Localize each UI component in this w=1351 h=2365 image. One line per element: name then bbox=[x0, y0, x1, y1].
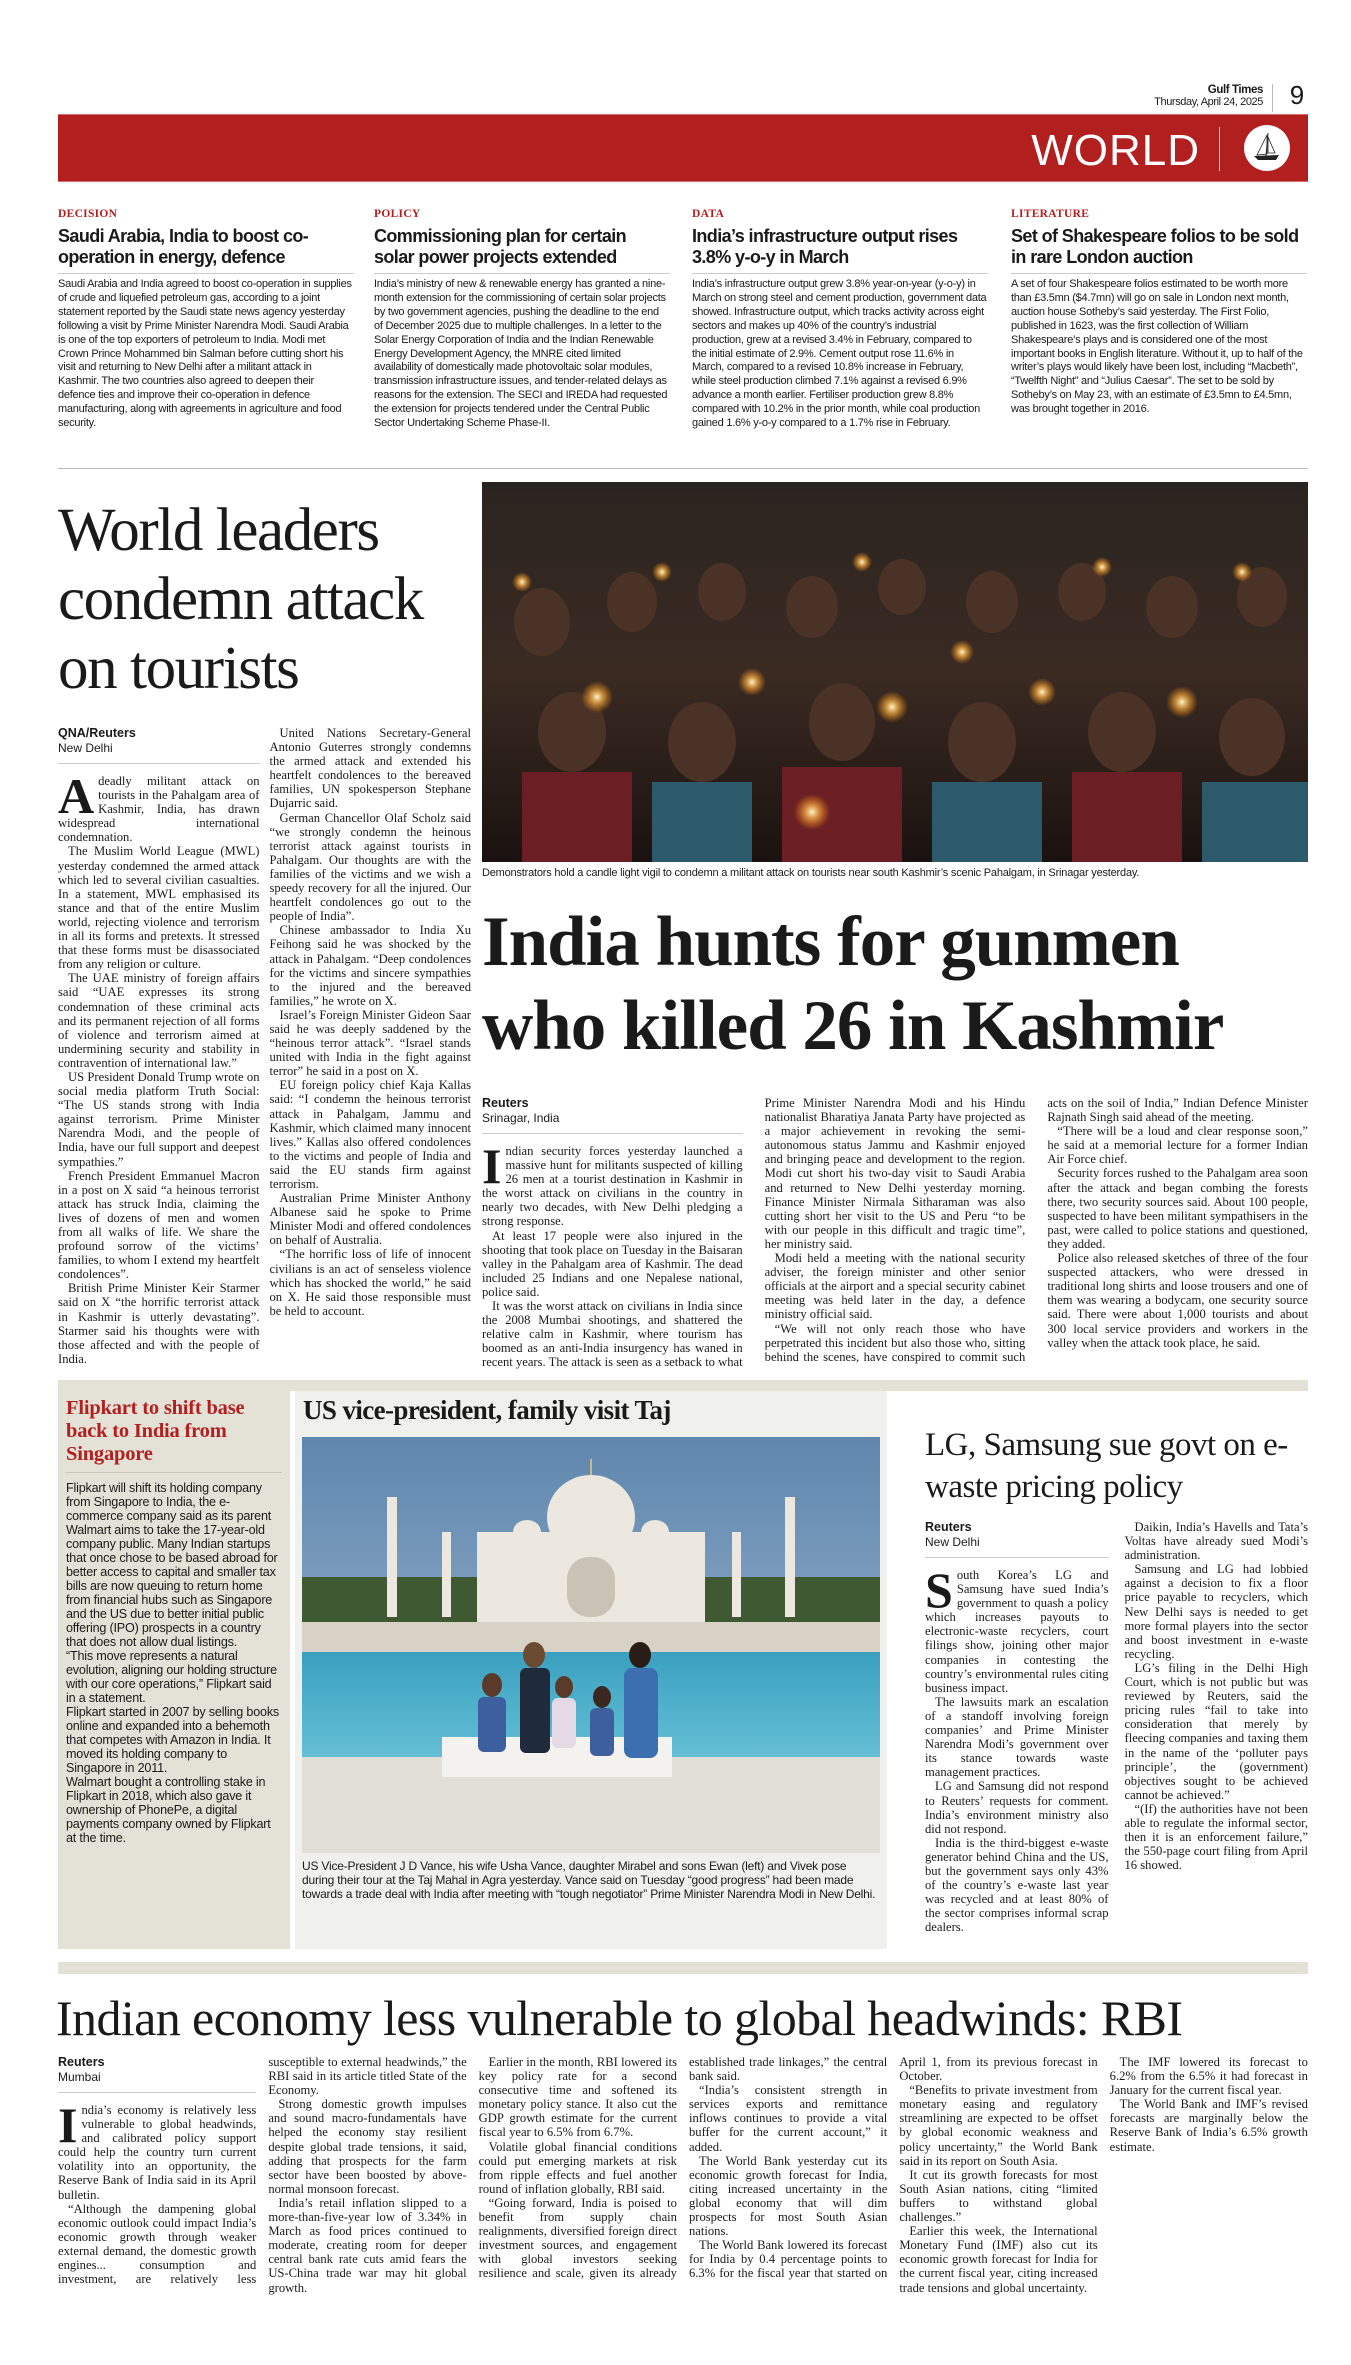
flipkart-headline: Flipkart to shift base back to India from Singapore bbox=[66, 1397, 282, 1473]
article-paragraph: “The horrific loss of life of innocent civilians is an act of senseless violence which has shocked the world,” he said on X. He said those responsible must be held to account. bbox=[269, 1247, 471, 1318]
article-paragraph: The Muslim World League (MWL) yesterday condemned the armed attack which led to several civilian casualties. In a statement, MWL emphasised its stance and that of the entire Muslim world, rejecting violence and terrorism in all its forms and pretexts. It stressed that these forms must be disassociated from any religion or culture. bbox=[58, 844, 260, 972]
brief-label: DECISION bbox=[58, 208, 118, 220]
article-paragraph: Walmart bought a controlling stake in Flipkart in 2018, which also gave it ownership of PhonePe, a digital payments company owned by Flipkart at the time. bbox=[66, 1775, 271, 1845]
article-paragraph: US President Donald Trump wrote on social media platform Truth Social: “The US stands strong with India against terrorism. Prime Minister Narendra Modi, and the people of India, have our full support and deepest sympathies.” bbox=[58, 1069, 260, 1169]
article-paragraph: Australian Prime Minister Anthony Albanese said he spoke to Prime Minister Modi and offered condolences on behalf of Australia. bbox=[269, 1191, 471, 1248]
brief-headline: India’s infrastructure output rises 3.8% y-o-y in March bbox=[692, 226, 988, 274]
article-paragraph: The World Bank yesterday cut its economic growth forecast for India, citing increased uncertainty in the global economy that will dim prospects for most South Asian nations. bbox=[688, 2153, 888, 2239]
byline-agency: QNA/Reuters bbox=[58, 726, 136, 740]
rbi-headline: Indian economy less vulnerable to global headwinds: RBI bbox=[56, 1990, 1183, 2046]
article-paragraph: The World Bank and IMF’s revised forecasts are marginally below the Reserve Bank of India’s 6.5% growth estimate. bbox=[1109, 2097, 1308, 2154]
main-article bbox=[482, 1096, 1308, 1372]
byline-agency: Reuters bbox=[482, 1096, 529, 1110]
article-paragraph: “Benefits to private investment from monetary easing and regulatory streamlining are expected to be offset by global economic weakness and policy uncertainty,” the World Bank said in its report on South Asia. bbox=[899, 2083, 1098, 2168]
article-paragraph: Volatile global financial conditions could put emerging markets at risk from ripple effects and fuel another round of inflation globally, RBI said. bbox=[478, 2139, 677, 2196]
article-paragraph: It cut its growth forecasts for most South Asian nations, citing “limited buffers to withstand global challenges.” bbox=[899, 2167, 1098, 2225]
article-paragraph: India’s retail inflation slipped to a more-than-five-year low of 3.34% in March as food prices continued to moderate, creating room for deeper central bank rate cuts amid fears the US-China trade war may hit global growth. bbox=[268, 2195, 467, 2295]
article-paragraph: Earlier in the month, RBI lowered its key policy rate for a second consecutive time and softened its monetary policy stance. It also cut the GDP growth estimate for the current fiscal year to 6.5% from 6.7%. bbox=[478, 2055, 677, 2140]
article-paragraph: The IMF lowered its forecast to 6.2% from the 6.5% it had forecast in January for the current fiscal year. bbox=[1109, 2055, 1308, 2098]
byline-agency: Reuters bbox=[58, 2055, 105, 2069]
rbi-article bbox=[58, 2055, 1308, 2295]
article-paragraph: Flipkart will shift its holding company from Singapore to India, the e-commerce company said as its parent Walmart aims to take the 17-year-old company public. Many Indian startups that once chose to be based abroad for better access to capital and smaller tax bills are now queuing to return home from financial hubs such as Singapore and the US due to better initial public offering (IPO) prospects in a country that does not allow dual listings. bbox=[66, 1481, 278, 1649]
article-paragraph: Israel’s Foreign Minister Gideon Saar said he was deeply saddened by the “heinous terror attack”. “Israel stands united with India in the fight against terror” he said in a post on X. bbox=[269, 1007, 471, 1079]
article-paragraph: The UAE ministry of foreign affairs said “UAE expresses its strong condemnation of these criminal acts and its permanent rejection of all forms of violence and terrorism aimed at undermining security and stability in contravention of international law.” bbox=[58, 971, 260, 1070]
article-paragraph: “We will not only reach those who have perpetrated this incident but also those who, sitting behind the scenes, have conspired to commit such acts on the soil of India,” Indian Defence Minister Rajnath Singh said ahead of the meeting. bbox=[764, 1096, 1308, 1364]
article-paragraph: “India’s consistent strength in services exports and remittance inflows continues to provide a vital buffer for the current account,” it added. bbox=[688, 2083, 888, 2154]
flipkart-body bbox=[66, 1481, 282, 1845]
brief-policy bbox=[374, 208, 670, 431]
article-paragraph: LG’s filing in the Delhi High Court, which is not public but was reviewed by Reuters, said the pricing rules “fail to take into consideration that merely by fleecing companies and taxing them in the name of the ‘polluter pays principle’, the (government) objectives sought to be achieved cannot be achieved.” bbox=[1124, 1660, 1308, 1802]
brief-label: DATA bbox=[692, 208, 725, 220]
byline bbox=[482, 1096, 743, 1134]
byline-city: New Delhi bbox=[58, 741, 113, 755]
dhow-logo-icon bbox=[1244, 125, 1290, 171]
section-banner bbox=[58, 114, 1308, 182]
byline-agency: Reuters bbox=[925, 1520, 972, 1534]
article-paragraph: British Prime Minister Keir Starmer said on X “the horrific terrorist attack in Kashmir is utterly devastating”. Starmer said his thoughts were with those affected and with the people of India. bbox=[58, 1281, 260, 1366]
article-paragraph: German Chancellor Olaf Scholz said “we strongly condemn the heinous terrorist attack against tourists in Pahalgam. Our thoughts are with the families of the victims and we wish a speedy recovery for all the injured. Our heartfelt condolences go out to the people of India”. bbox=[269, 810, 471, 924]
byline-city: Srinagar, India bbox=[482, 1111, 560, 1125]
brief-body: A set of four Shakespeare folios estimated to be worth more than £3.5mn ($4.7mn) will go on sale in London next month, auction house Sotheby’s said yesterday. The First Folio, published in 1623, was the first collection of William Shakespeare’s plays and is considered one of the most important books in English literature. Without it, up to half of the writer’s plays would likely have been lost, including “Macbeth”, “Twelfth Night” and “Julius Caesar”. The set to be sold by Sotheby’s on May 23, with an estimate of £3.5mn to £4.5mn, was brought together in 2016. bbox=[1011, 278, 1303, 416]
brief-body: Saudi Arabia and India agreed to boost co-operation in supplies of crude and liquefied petroleum gas, according to a joint statement reported by the Saudi state news agency yesterday following a visit by Prime Minister Narendra Modi. Saudi Arabia is one of the top exporters of petroleum to India. Modi met Crown Prince Mohammed bin Salman before cutting short his visit and returning to New Delhi after a militant attack in Kashmir. The two countries also agreed to deepen their defence ties and improve their co-operation in defence manufacturing, along with agreements in agriculture and food security. bbox=[58, 278, 352, 430]
brief-label: POLICY bbox=[374, 208, 421, 220]
taj-visit-feature bbox=[295, 1391, 887, 1949]
brief-headline: Commissioning plan for certain solar power projects extended bbox=[374, 226, 670, 274]
divider bbox=[1272, 84, 1273, 112]
byline-city: New Delhi bbox=[925, 1535, 980, 1549]
issue-date: Thursday, April 24, 2025 bbox=[1154, 96, 1263, 108]
byline bbox=[925, 1520, 1109, 1558]
lg-samsung-headline: LG, Samsung sue govt on e-waste pricing policy bbox=[925, 1427, 1288, 1505]
article-paragraph: South Korea’s LG and Samsung have sued India’s government to quash a policy which increases payouts to electronic-waste recyclers, court filings show, joining other major companies in contesting the country’s environmental rules citing business impact. bbox=[925, 1562, 1109, 1695]
article-paragraph: Modi held a meeting with the national security adviser, the foreign minister and other senior officials at the airport and a special security cabinet meeting was held later in the day, a defence ministry official said. bbox=[764, 1251, 1026, 1322]
main-headline: India hunts for gunmen who killed 26 in Kashmir bbox=[482, 903, 1224, 1065]
brief-headline: Set of Shakespeare folios to be sold in rare London auction bbox=[1011, 226, 1307, 274]
brief-headline: Saudi Arabia, India to boost co-operation in energy, defence bbox=[58, 226, 354, 274]
article-paragraph: EU foreign policy chief Kaja Kallas said: “I condemn the heinous terrorist attack in Pahalgam, Jammu and Kashmir, which claimed many innocent lives.” Kallas also offered condolences to the victims and people of India and said the EU stands firm against terrorism. bbox=[269, 1078, 471, 1191]
article-paragraph: Earlier this week, the International Monetary Fund (IMF) also cut its economic growth forecast for India for the current fiscal year, citing increased trade tensions and global uncertainty. bbox=[899, 2224, 1098, 2295]
article-paragraph: Adeadly militant attack on tourists in the Pahalgam area of Kashmir, India, has drawn widespread international condemnation. bbox=[58, 768, 260, 845]
photo-caption: US Vice-President J D Vance, his wife Usha Vance, daughter Mirabel and sons Ewan (left) and Vivek pose during their tour at the Taj Mahal in Agra yesterday. Vance said on Tuesday “good progress” had been made towards a trade deal with India after meeting with “tough negotiator” Prime Minister Narendra Modi in New Delhi. bbox=[302, 1859, 876, 1901]
article-paragraph: Indian security forces yesterday launched a massive hunt for militants suspected of killing 26 men at a tourist destination in Kashmir in the worst attack on civilians in the country in nearly two decades, with New Delhi pledging a strong response. bbox=[482, 1138, 743, 1229]
section-divider bbox=[58, 1962, 1308, 1974]
article-paragraph: It was the worst attack on civilians in India since the 2008 Mumbai shootings, and shattered the relative calm in Kashmir, where tourism has boomed as an anti-India insurgency has waned in recent years. The attack is seen as a setback to what Prime Minister Narendra Modi and his Hindu nationalist Bharatiya Janata Party have projected as a major achievement in revoking the semi-autonomous status Jammu and Kashmir enjoyed and bringing peace and development to the region. Modi cut short his two-day visit to Saudi Arabia and returned to New Delhi yesterday morning. Finance Minister Nirmala Sitharaman was also cutting short her visit to the US and Peru “to be with our people in this difficult and tragic time”, her ministry said. bbox=[482, 1096, 1026, 1370]
divider bbox=[1219, 127, 1220, 171]
flipkart-sidebar bbox=[58, 1391, 290, 1949]
byline-city: Mumbai bbox=[58, 2070, 101, 2084]
taj-mahal-photo bbox=[302, 1437, 880, 1853]
photo-caption: Demonstrators hold a candle light vigil to condemn a militant attack on tourists near south Kashmir’s scenic Pahalgam, in Srinagar yesterday. bbox=[482, 867, 1140, 879]
article-paragraph: Daikin, India’s Havells and Tata’s Voltas have already sued Modi’s administration. bbox=[1124, 1520, 1308, 1563]
article-paragraph: “Going forward, India is poised to benefit from supply chain realignments, diversified foreign direct investment sources, and engagement with global investors seeking resilience and scale, given its already established trade linkages,” the central bank said. bbox=[478, 2055, 888, 2281]
article-paragraph: The World Bank lowered its forecast for India by 0.4 percentage points to 6.3% for the fiscal year that started on April 1, from its previous forecast in October. bbox=[688, 2055, 1098, 2281]
article-paragraph: “This move represents a natural evolution, aligning our holding structure with our core operations,” Flipkart said in a statement. bbox=[66, 1649, 277, 1705]
page-number: 9 bbox=[1289, 80, 1305, 110]
article-paragraph: Police also released sketches of three of the four suspected attackers, who were dressed in traditional long shirts and loose trousers and one of them was wearing a bodycam, one security source said. There were about 1,000 tourists and about 300 local service providers and workers in the valley when the attack took place, he said. bbox=[1047, 1251, 1308, 1350]
publication-info bbox=[1000, 84, 1263, 108]
world-leaders-headline: World leaders condemn attack on tourists bbox=[58, 497, 423, 702]
article-paragraph: Samsung and LG had lobbied against a decision to fix a floor price payable to recyclers, which New Delhi says is needed to get more formal players into the sector and boost investment in e-waste recycling. bbox=[1124, 1562, 1308, 1661]
article-paragraph: The lawsuits mark an escalation of a standoff involving foreign companies’ and Prime Minister Narendra Modi’s government over its stance towards waste management practices. bbox=[925, 1694, 1109, 1780]
article-paragraph: India is the third-biggest e-waste generator behind China and the US, but the government says only 43% of the country’s e-waste last year was recycled and at least 80% of the sector comprises informal scrap dealers. bbox=[925, 1835, 1109, 1935]
brief-data bbox=[692, 208, 988, 431]
candle-vigil-photo bbox=[482, 482, 1308, 862]
divider bbox=[58, 468, 1308, 469]
brief-label: LITERATURE bbox=[1011, 208, 1090, 220]
article-paragraph: “There will be a loud and clear response soon,” he said at a memorial lecture for a former Indian Air Force chief. bbox=[1047, 1124, 1308, 1167]
article-paragraph: Strong domestic growth impulses and sound macro-fundamentals have helped the economy stay resilient despite global trade tensions, it said, adding that prospects for the farm sector have been boosted by above-normal monsoon forecast. bbox=[268, 2097, 467, 2196]
section-divider bbox=[58, 1380, 1308, 1391]
article-paragraph: “(If) the authorities have not been able to regulate the informal sector, then it is an enforcement failure,” the 550-page court filing from April 16 showed. bbox=[1124, 1801, 1308, 1873]
article-paragraph: India’s economy is relatively less vulnerable to global headwinds, and calibrated policy support could help the country turn current volatility into an opportunity, the Reserve Bank of India said in its April bulletin. bbox=[58, 2097, 257, 2202]
article-paragraph: Flipkart started in 2007 by selling books online and expanded into a behemoth that competes with Amazon in India. It moved its holding company to Singapore in 2011. bbox=[66, 1705, 280, 1775]
article-paragraph: Security forces rushed to the Pahalgam area soon after the attack and began combing the forests there, two security sources said. About 100 people, suspected to have been militant sympathisers in the past, were called to police stations and questioned, they added. bbox=[1047, 1166, 1308, 1251]
publication-name: Gulf Times bbox=[1207, 84, 1263, 96]
brief-body: India’s ministry of new & renewable energy has granted a nine-month extension for the commissioning of certain solar projects by two government agencies, pushing the deadline to the end of December 2025 due to multiple challenges. In a letter to the Solar Energy Corporation of India and the Indian Renewable Energy Development Agency, the MNRE cited limited availability of domestically made photovoltaic solar modules, transmission infrastructure issues, and tender-related delays as reasons for the extension. The SECI and IREDA had requested the extension for projects tendered under the Central Public Sector Undertaking Scheme Phase-II. bbox=[374, 278, 668, 430]
brief-body: India’s infrastructure output grew 3.8% year-on-year (y-o-y) in March on strong steel and cement production, government data showed. Infrastructure output, which tracks activity across eight sectors and makes up 40% of the country’s industrial production, grew at a revised 3.4% in February, compared to the initial estimate of 2.9%. Cement output rose 11.6% in March, compared to a revised 10.8% increase in February, while steel production climbed 7.1% against a revised 6.9% advance a month earlier. Fertiliser production grew 8.8% compared with 10.2% in the prior month, while coal production gained 1.6% y-o-y compared to a 1.7% rise in February. bbox=[692, 278, 987, 430]
taj-headline: US vice-president, family visit Taj bbox=[303, 1395, 671, 1425]
article-paragraph: “Although the dampening global economic outlook could impact India’s economic growth through weaker external demand, the domestic growth engines... consumption and investment, are relatively less susceptible to external headwinds,” the RBI said in its article titled State of the Economy. bbox=[58, 2055, 467, 2287]
article-paragraph: LG and Samsung did not respond to Reuters’ requests for comment. India’s environment ministry also did not respond. bbox=[925, 1779, 1109, 1836]
brief-literature bbox=[1011, 208, 1307, 417]
byline bbox=[58, 726, 260, 764]
article-paragraph: United Nations Secretary-General Antonio Guterres strongly condemns the armed attack and extended his heartfelt condolences to the bereaved families, UN spokesperson Stephane Dujarric said. bbox=[269, 726, 471, 811]
byline bbox=[58, 2055, 256, 2093]
lg-samsung-article bbox=[925, 1520, 1308, 1948]
article-paragraph: Chinese ambassador to India Xu Feihong said he was shocked by the attack in Pahalgam. “Deep condolences for the victims and sincere sympathies to the injured and the bereaved families,” he wrote on X. bbox=[269, 923, 471, 1008]
brief-decision bbox=[58, 208, 354, 431]
world-leaders-article bbox=[58, 726, 471, 1371]
section-title: WORLD bbox=[1031, 126, 1200, 175]
article-paragraph: At least 17 people were also injured in the shooting that took place on Tuesday in the Baisaran valley in the Pahalgam area of Kashmir. The dead included 25 Indians and one Nepalese national, police said. bbox=[482, 1228, 743, 1299]
article-paragraph: French President Emmanuel Macron in a post on X said “a heinous terrorist attack has struck India, claiming the lives of dozens of men and women from all walks of life. We share the profound sorrow of the victims’ families, to whom I extend my heartfelt condolences”. bbox=[58, 1168, 260, 1282]
